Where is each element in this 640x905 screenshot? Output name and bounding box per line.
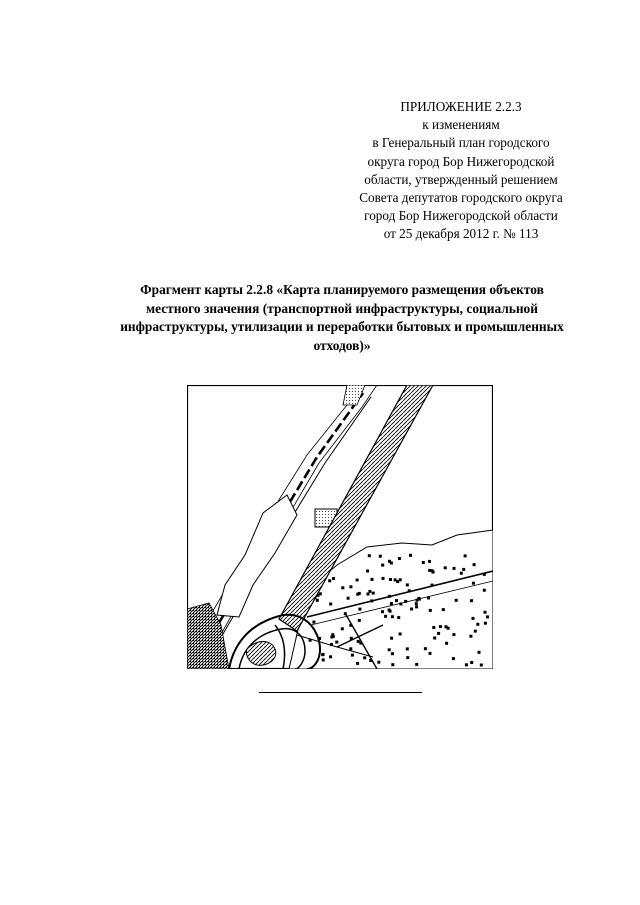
house-marker xyxy=(390,637,393,640)
appendix-header xyxy=(330,98,592,244)
house-marker xyxy=(428,560,431,563)
house-marker xyxy=(470,599,473,602)
house-marker xyxy=(332,577,335,580)
house-marker xyxy=(422,561,425,564)
house-marker xyxy=(396,580,399,583)
house-marker xyxy=(357,640,360,643)
house-marker xyxy=(439,625,442,628)
house-marker xyxy=(462,568,465,571)
house-marker xyxy=(455,599,458,602)
title-line: инфраструктуры, утилизации и переработки бытовых и промышленных xyxy=(120,319,564,334)
house-marker xyxy=(328,579,331,582)
house-marker xyxy=(335,641,338,644)
house-marker xyxy=(322,658,325,661)
house-marker xyxy=(406,656,409,659)
house-marker xyxy=(476,623,479,626)
house-marker xyxy=(384,615,387,618)
house-marker xyxy=(390,602,393,605)
house-marker xyxy=(415,602,418,605)
house-marker xyxy=(442,608,445,611)
house-marker xyxy=(356,662,359,665)
house-marker xyxy=(389,578,392,581)
house-marker xyxy=(358,592,361,595)
house-marker xyxy=(486,615,489,618)
house-marker xyxy=(321,653,324,656)
house-marker xyxy=(391,663,394,666)
interchange-island xyxy=(246,642,275,666)
document-title xyxy=(88,281,596,355)
house-marker xyxy=(415,605,418,608)
appendix-line: ПРИЛОЖЕНИЕ 2.2.3 xyxy=(400,99,522,114)
house-marker xyxy=(395,599,398,602)
house-marker xyxy=(483,589,486,592)
house-marker xyxy=(394,578,397,581)
house-marker xyxy=(409,554,412,557)
house-marker xyxy=(484,622,487,625)
house-marker xyxy=(474,630,477,633)
appendix-line: к изменениям xyxy=(422,117,500,133)
house-marker xyxy=(452,657,455,660)
house-marker xyxy=(398,557,401,560)
house-marker xyxy=(432,626,435,629)
house-marker xyxy=(341,586,344,589)
house-marker xyxy=(460,572,463,575)
house-marker xyxy=(433,637,436,640)
house-marker xyxy=(379,555,382,558)
house-marker xyxy=(429,652,432,655)
house-marker xyxy=(358,619,361,622)
appendix-line: области, утвержденный решением xyxy=(364,171,558,187)
house-marker xyxy=(363,656,366,659)
house-marker xyxy=(367,593,370,596)
house-marker xyxy=(349,647,352,650)
house-marker xyxy=(341,627,344,630)
house-marker xyxy=(329,603,332,606)
appendix-line: в Генеральный план городского xyxy=(372,135,550,151)
house-marker xyxy=(356,579,359,582)
appendix-line: округа город Бор Нижегородской xyxy=(367,153,555,169)
house-marker xyxy=(368,590,371,593)
title-line: местного значения (транспортной инфраструктуры, социальной xyxy=(146,300,538,316)
appendix-line: город Бор Нижегородской области xyxy=(364,208,558,224)
house-marker xyxy=(480,664,483,667)
house-marker xyxy=(473,563,476,566)
house-marker xyxy=(349,585,352,588)
house-marker xyxy=(388,560,391,563)
house-marker xyxy=(428,569,431,572)
house-marker xyxy=(465,663,468,666)
house-marker xyxy=(397,616,400,619)
house-marker xyxy=(472,617,475,620)
house-marker xyxy=(429,609,432,612)
house-marker xyxy=(329,655,332,658)
house-marker xyxy=(372,592,375,595)
house-marker xyxy=(484,611,487,614)
house-marker xyxy=(377,661,380,664)
house-marker xyxy=(424,647,427,650)
house-marker xyxy=(388,648,391,651)
house-marker xyxy=(437,632,440,635)
house-marker xyxy=(382,577,385,580)
house-marker xyxy=(391,615,394,618)
title-line: Фрагмент карты 2.2.8 «Карта планируемого размещения объектов xyxy=(140,282,544,297)
house-marker xyxy=(444,566,447,569)
appendix-line: от 25 декабря 2012 г. № 113 xyxy=(383,226,539,242)
house-marker xyxy=(366,570,369,573)
house-marker xyxy=(415,663,418,666)
title-line: отходов)» xyxy=(313,337,371,353)
house-marker xyxy=(432,571,435,574)
house-marker xyxy=(381,610,384,613)
house-marker xyxy=(445,642,448,645)
house-marker xyxy=(464,554,467,557)
house-marker xyxy=(381,564,384,567)
house-marker xyxy=(445,625,448,628)
appendix-line: Совета депутатов городского округа xyxy=(359,190,563,206)
house-marker xyxy=(478,651,481,654)
house-marker xyxy=(388,609,391,612)
house-marker xyxy=(312,621,315,624)
house-marker xyxy=(351,654,354,657)
house-marker xyxy=(472,582,475,585)
house-marker xyxy=(347,597,350,600)
house-marker xyxy=(406,647,409,650)
house-marker xyxy=(453,567,456,570)
house-marker xyxy=(410,608,413,611)
closing-rule xyxy=(259,692,422,693)
house-marker xyxy=(470,661,473,664)
house-marker xyxy=(358,608,361,611)
house-marker xyxy=(331,633,334,636)
house-marker xyxy=(399,633,402,636)
house-marker xyxy=(371,578,374,581)
house-marker xyxy=(368,554,371,557)
house-marker xyxy=(469,635,472,638)
house-marker xyxy=(391,652,394,655)
map-fragment xyxy=(187,385,493,669)
house-marker xyxy=(452,633,455,636)
house-marker xyxy=(406,583,409,586)
house-marker xyxy=(316,599,319,602)
